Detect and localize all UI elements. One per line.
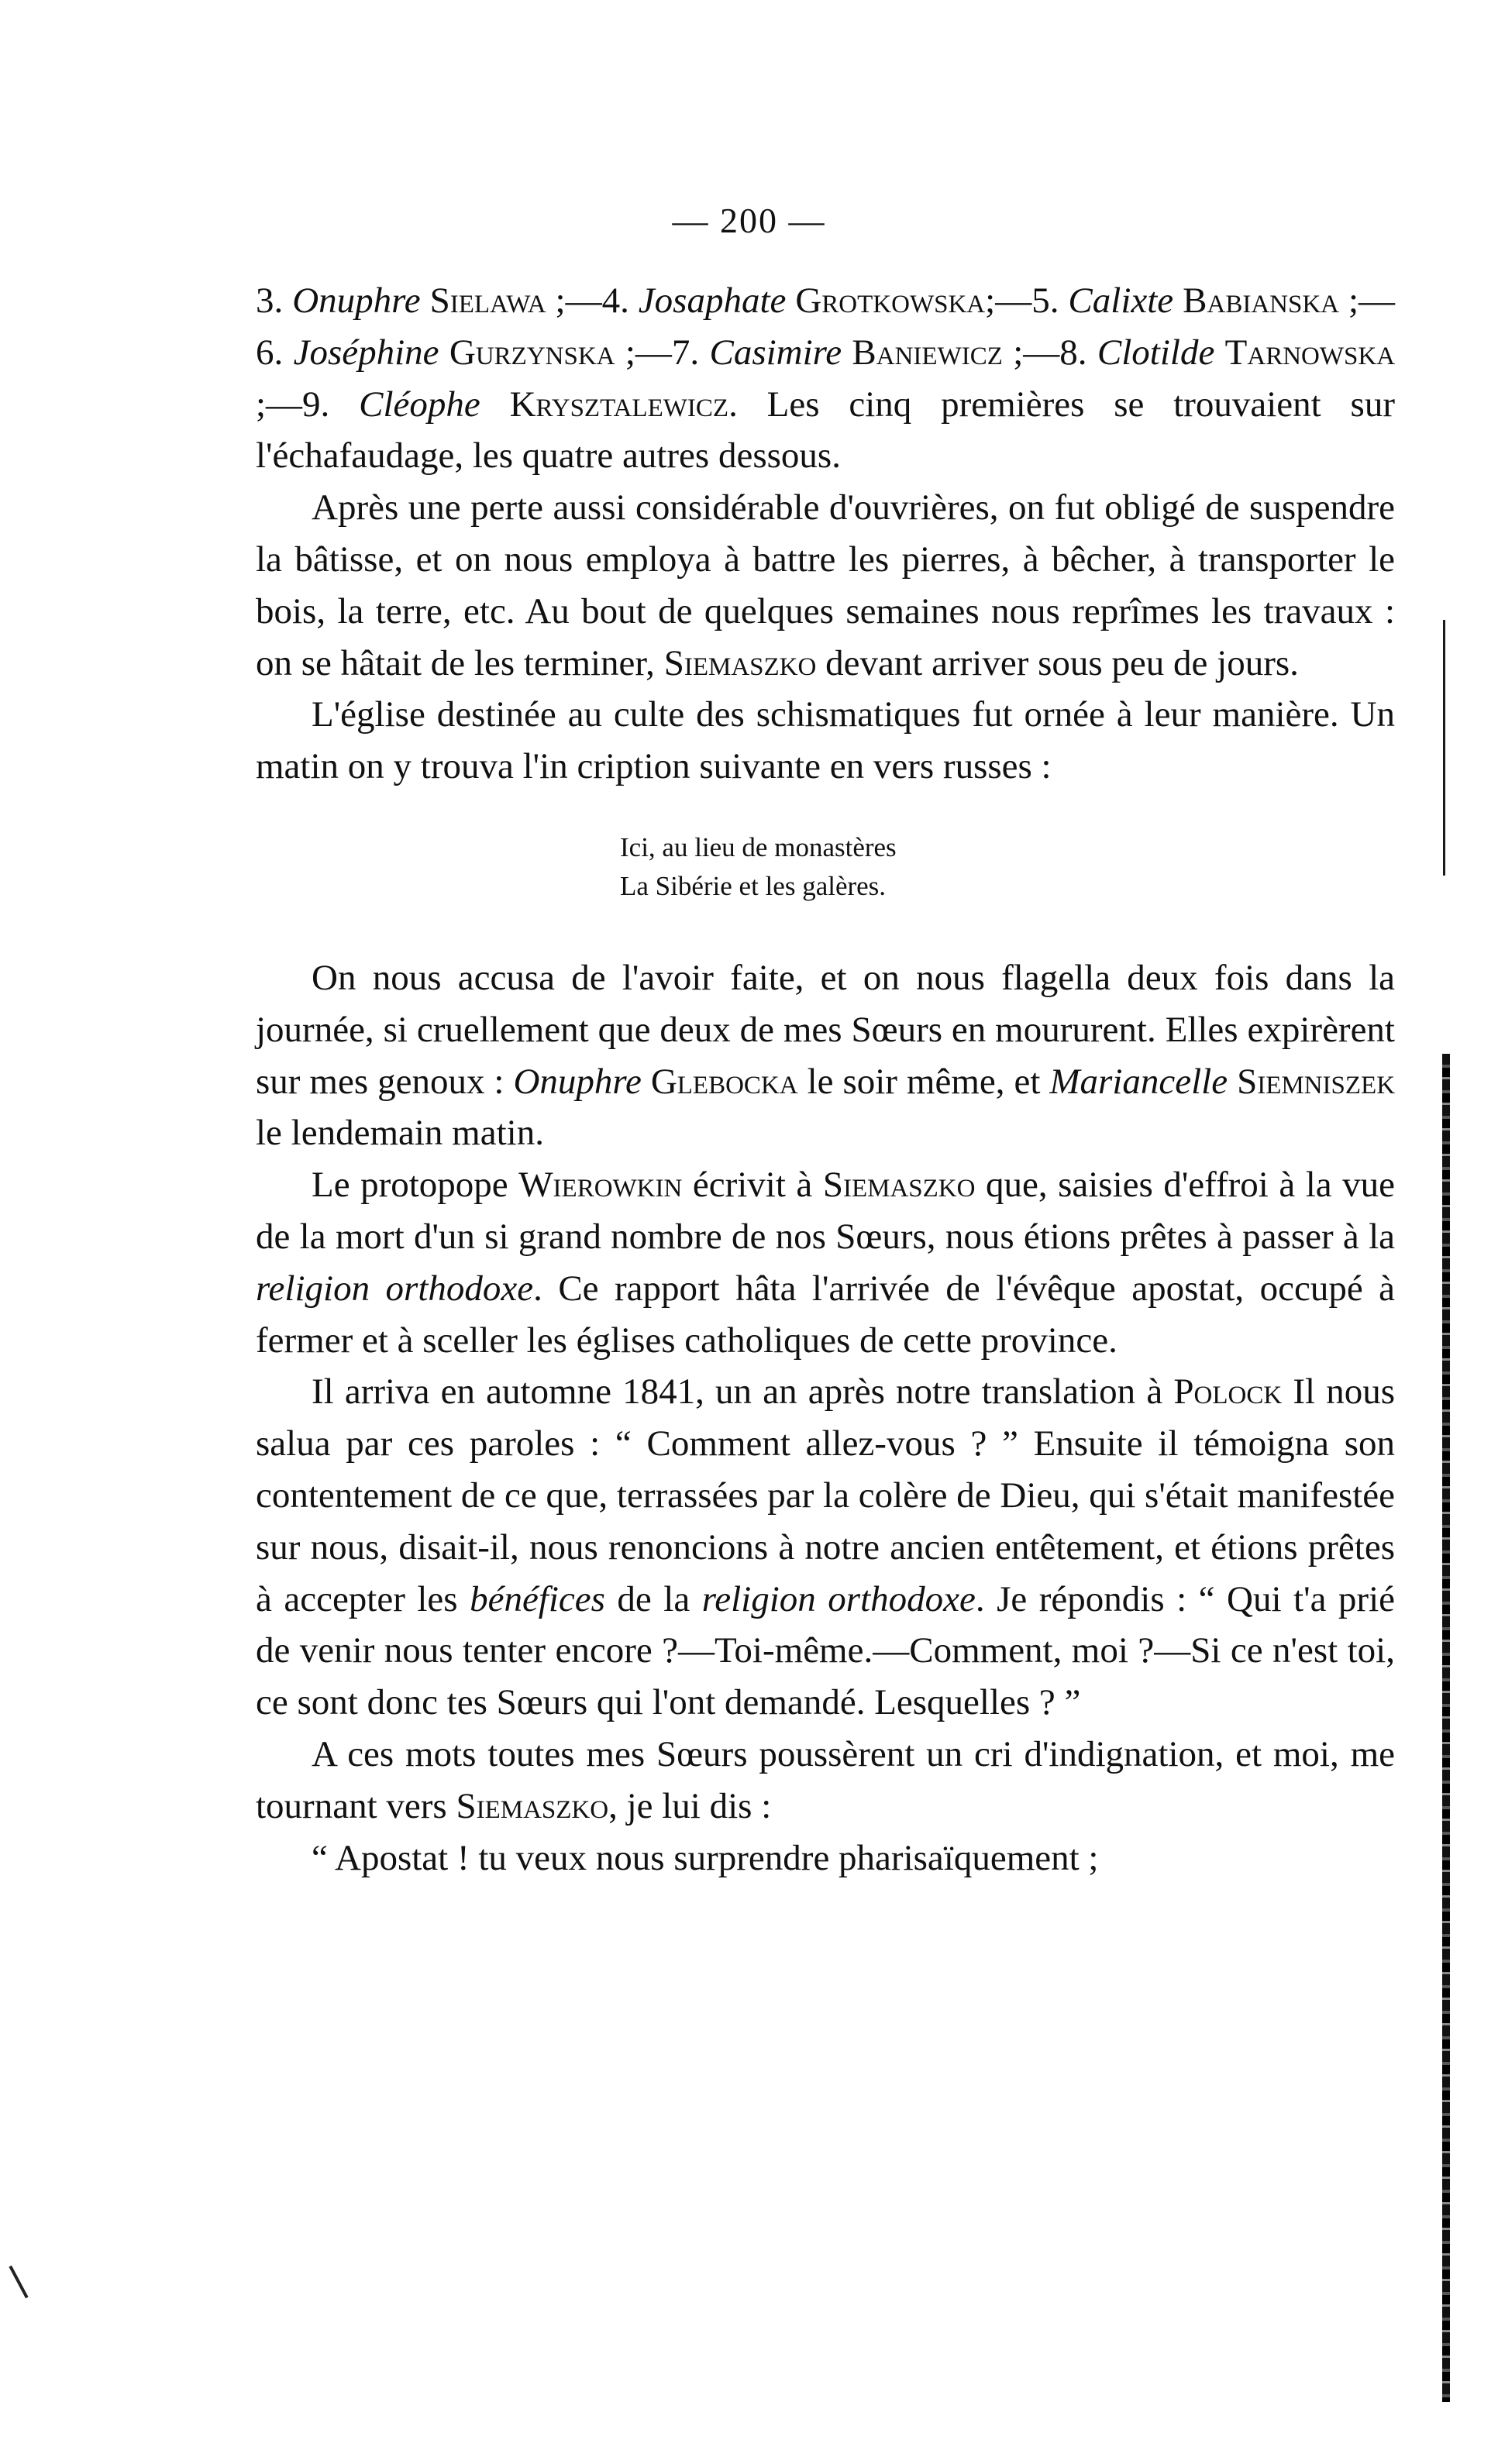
italic-text: bénéfices [470,1578,605,1619]
text-run: On nous accusa de l'avoir faite, et on nous flagella deux fois dans la journée, si cruellement que deux de mes Sœurs en moururent. Elles expirèrent sur mes genoux : [256,957,1395,1102]
proper-name: Glebocka [650,1061,798,1102]
text-run: Il arriva en automne 1841, un an après notre translation à [312,1371,1174,1413]
text-run: L'église destinée au culte des schismatiques fut ornée à leur manière. Un matin on y trouva l'in cription suivante en vers russes : [256,694,1395,787]
text-run [1228,1062,1237,1102]
proper-name: Siemaszko [822,1165,976,1206]
italic-text: Josaphate [638,280,787,321]
proper-name: Siemaszko [663,642,817,683]
proper-name: Siemniszek [1237,1061,1396,1102]
proper-name: Grotkowska [795,280,986,321]
italic-text: Cléophe [359,384,480,425]
text-run: “ Apostat ! tu veux nous surprendre pharisaïquement ; [312,1837,1099,1878]
paragraph [256,1729,1395,1833]
proper-name: Gurzynska [449,332,615,373]
text-run: ;—5. [985,280,1069,321]
text-run: le lendemain matin. [256,1113,544,1154]
poem-line: Ici, au lieu de monastères [620,831,897,862]
poem-line: La Sibérie et les galères. [620,870,887,901]
proper-name: Tarnowska [1224,332,1396,373]
text-run: ;—6. [256,280,1396,373]
paragraph [256,1159,1395,1366]
italic-text: Onuphre [513,1061,642,1102]
text-run: ;—9. [256,384,360,425]
text-run: écrivit à [682,1165,823,1206]
italic-text: Clotilde [1097,332,1215,373]
italic-text: Joséphine [293,332,439,373]
proper-name: Polock [1173,1371,1283,1413]
text-run [642,1062,651,1102]
proper-name: Sielawa [429,280,546,321]
paragraph [256,689,1395,793]
paragraphs-after-poem [256,952,1395,1884]
text-run: de la [604,1578,702,1619]
text-run: devant arriver sous peu de jours. [816,642,1299,683]
text-run: A ces mots toutes mes Sœurs poussèrent un cri d'indignation, et moi, me tournant vers [256,1733,1395,1826]
text-run: ;—8. [1002,332,1097,373]
italic-text: Onuphre [292,280,421,321]
proper-name: Babianska [1183,280,1340,321]
text-run: le soir même, et [797,1061,1050,1102]
italic-text: Calixte [1068,280,1174,321]
text-run [1214,332,1224,373]
proper-name: Krysztalewicz [509,384,729,425]
text-run [480,384,510,425]
paragraph [256,1366,1395,1729]
italic-text: religion orthodoxe [256,1268,534,1309]
text-run: . Ce rapport hâta l'arrivée de l'évêque apostat, occupé à fermer et à sceller les églises catholiques de cette province. [256,1268,1395,1361]
text-run: Après une perte aussi considérable d'ouvrières, on fut obligé de suspendre la bâtisse, et on nous employa à battre les pierres, à bêcher, à transporter le bois, la terre, etc. Au bout de quelques semaines nous reprîmes les travaux : on se hâtait de les terminer, [256,487,1395,683]
text-run [439,332,449,373]
text-run [421,280,430,321]
text-run: ;—7. [615,332,710,373]
italic-text: Mariancelle [1049,1061,1228,1102]
body-text [256,275,1395,1884]
page-edge-shadow [1442,1054,1450,2402]
text-run: . Je répondis : “ Qui t'a prié de venir nous tenter encore ?—Toi-même.—Comment, moi ?—Si ce n'est toi, ce sont donc tes Sœurs qui l'ont demandé. Lesquelles ? ” [256,1578,1395,1723]
paragraph [256,1833,1395,1884]
text-run: ;—4. [546,280,639,321]
page-number: — 200 — [672,201,826,240]
italic-text: Casimire [709,332,842,373]
page-edge-shadow [1443,620,1445,876]
text-run [786,280,795,321]
poem-inscription [620,828,1395,906]
text-run [842,332,852,373]
paragraph [256,275,1395,482]
text-run [1173,280,1183,321]
paragraphs-before-poem [256,275,1395,793]
proper-name: Siemaszko [456,1785,609,1826]
text-run: , je lui dis : [608,1785,772,1826]
text-run: . Les cinq premières se trouvaient sur l'échafaudage, les quatre autres dessous. [256,384,1395,477]
scan-mark [9,2266,28,2298]
text-run: Le protopope [312,1165,519,1206]
proper-name: Baniewicz [852,332,1003,373]
proper-name: Wierowkin [518,1165,683,1206]
text-run: que, saisies d'effroi à la vue de la mort d'un si grand nombre de nos Sœurs, nous étions prêtes à passer à la [256,1165,1396,1257]
text-run: Il nous salua par ces paroles : “ Comment allez-vous ? ” Ensuite il témoigna son contentement de ce que, terrassées par la colère de Dieu, qui s'était manifestée sur nous, disait-il, nous renoncions à notre ancien entêtement, et étions prêtes à accepter les [256,1371,1396,1619]
text-run: 3. [256,280,293,321]
paragraph [256,482,1395,689]
italic-text: religion orthodoxe [701,1578,976,1619]
paragraph [256,952,1395,1159]
